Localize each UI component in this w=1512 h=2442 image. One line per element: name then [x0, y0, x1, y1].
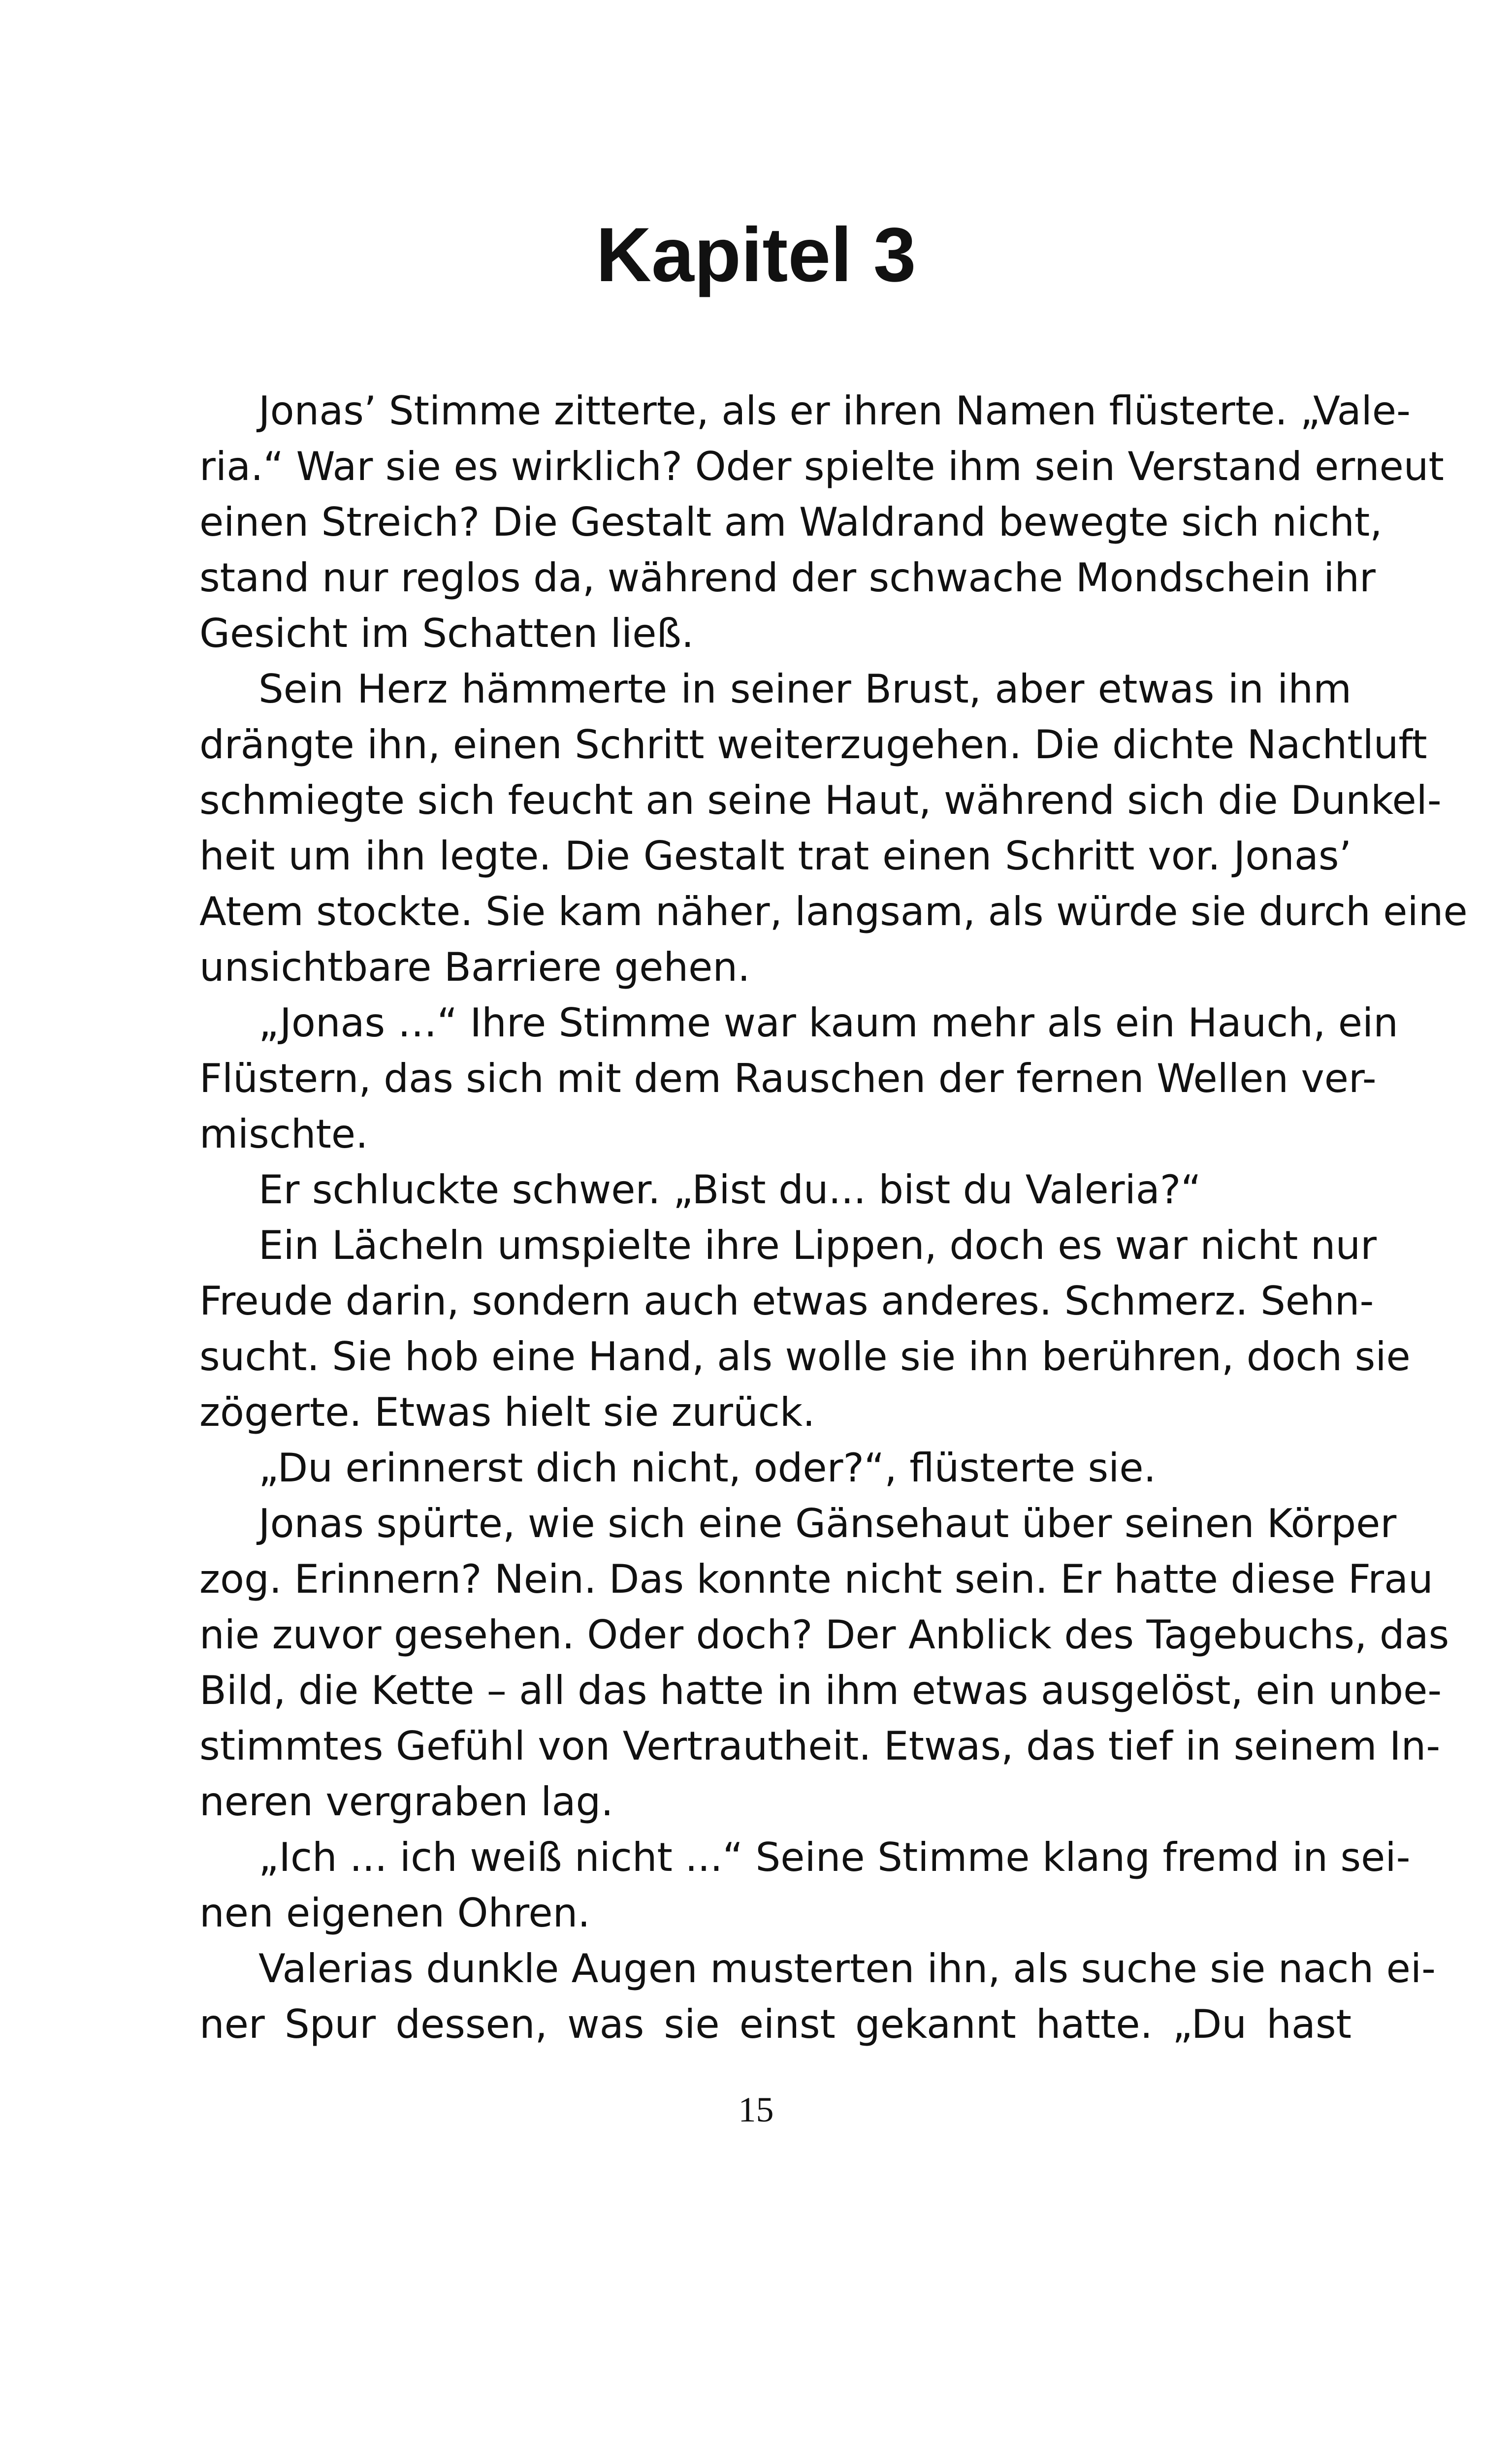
text-line: Sein Herz hämmerte in seiner Brust, aber etwas in ihm — [258, 666, 1351, 712]
text-line: mischte. — [199, 1111, 368, 1157]
text-line: nie zuvor gesehen. Oder doch? Der Anblick des Tagebuchs, das — [199, 1612, 1449, 1658]
text-line: Freude darin, sondern auch etwas anderes. Schmerz. Sehn- — [199, 1278, 1374, 1324]
paragraph — [199, 1830, 1411, 1941]
text-line: „Ich ... ich weiß nicht ...“ Seine Stimme klang fremd in sei- — [258, 1834, 1411, 1880]
text-line: stand nur reglos da, während der schwache Mondschein ihr — [199, 555, 1376, 601]
text-line: Bild, die Kette – all das hatte in ihm etwas ausgelöst, ein unbe- — [199, 1668, 1442, 1713]
text-line: sucht. Sie hob eine Hand, als wolle sie ihn berühren, doch sie — [199, 1334, 1411, 1380]
paragraph — [199, 1440, 1351, 1496]
paragraph — [199, 1941, 1436, 2052]
text-line: schmiegte sich feucht an seine Haut, während sich die Dunkel- — [199, 777, 1442, 823]
text-line: ria.“ War sie es wirklich? Oder spielte ihm sein Verstand erneut — [199, 444, 1444, 489]
text-line: zog. Erinnern? Nein. Das konnte nicht sein. Er hatte diese Frau — [199, 1556, 1433, 1602]
paragraph — [199, 661, 1468, 995]
text-line: zögerte. Etwas hielt sie zurück. — [199, 1389, 815, 1435]
text-line: Gesicht im Schatten ließ. — [199, 610, 694, 656]
text-line: einen Streich? Die Gestalt am Waldrand bewegte sich nicht, — [199, 499, 1383, 545]
paragraph — [199, 1496, 1449, 1830]
text-line: „Du erinnerst dich nicht, oder?“, flüsterte sie. — [258, 1445, 1157, 1491]
paragraph — [199, 1162, 1351, 1218]
text-line: Atem stockte. Sie kam näher, langsam, als würde sie durch eine — [199, 889, 1468, 934]
text-line: ner Spur dessen, was sie einst gekannt hatte. „Du hast — [199, 2001, 1351, 2047]
text-line: Jonas spürte, wie sich eine Gänsehaut über seinen Körper — [258, 1501, 1397, 1546]
paragraph — [199, 995, 1398, 1162]
text-line: Jonas’ Stimme zitterte, als er ihren Namen flüsterte. „Vale- — [258, 388, 1411, 434]
text-line: Flüstern, das sich mit dem Rauschen der fernen Wellen ver- — [199, 1056, 1377, 1101]
body-text — [199, 383, 1468, 2052]
text-line: heit um ihn legte. Die Gestalt trat einen Schritt vor. Jonas’ — [199, 833, 1351, 879]
text-line: drängte ihn, einen Schritt weiterzugehen. Die dichte Nachtluft — [199, 722, 1427, 768]
text-line: „Jonas …“ Ihre Stimme war kaum mehr als ein Hauch, ein — [258, 1000, 1398, 1046]
text-line: neren vergraben lag. — [199, 1779, 613, 1825]
text-line: Ein Lächeln umspielte ihre Lippen, doch es war nicht nur — [258, 1222, 1377, 1268]
text-line: Valerias dunkle Augen musterten ihn, als suche sie nach ei- — [258, 1946, 1436, 1992]
paragraph — [199, 383, 1444, 661]
text-line: unsichtbare Barriere gehen. — [199, 944, 750, 990]
paragraph — [199, 1218, 1411, 1440]
text-line: Er schluckte schwer. „Bist du... bist du Valeria?“ — [258, 1167, 1201, 1213]
text-line: nen eigenen Ohren. — [199, 1890, 590, 1936]
text-line: stimmtes Gefühl von Vertrautheit. Etwas, das tief in seinem In- — [199, 1723, 1441, 1769]
chapter-title: Kapitel 3 — [596, 212, 916, 298]
page-number: 15 — [738, 2090, 774, 2129]
